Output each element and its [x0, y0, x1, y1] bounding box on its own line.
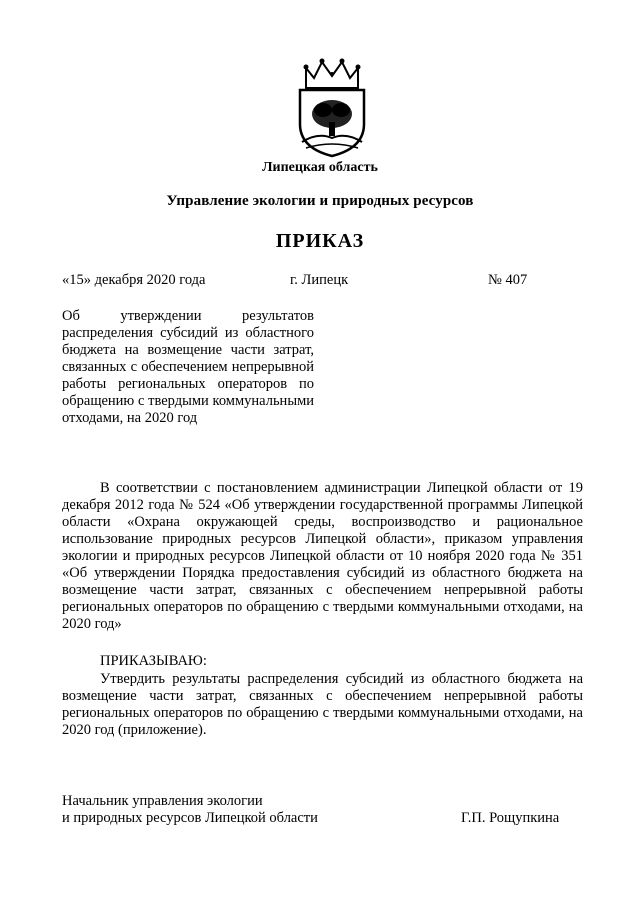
order-directive-word: ПРИКАЗЫВАЮ:	[100, 653, 207, 669]
coat-of-arms-icon	[292, 58, 372, 158]
document-type-title: ПРИКАЗ	[275, 230, 365, 252]
department-name: Управление экологии и природных ресурсов	[166, 193, 474, 209]
signatory-position-line1: Начальник управления экологии	[62, 793, 263, 809]
order-subject: Об утверждении результатов распределения субсидий из областного бюджета на возмещение части затрат, связанных с обеспечением непрерывной работы региональных операторов по обращению с твердыми коммунальными отходами, на 2020 год	[62, 308, 314, 426]
order-city: г. Липецк	[290, 272, 349, 288]
preamble-paragraph: В соответствии с постановлением администрации Липецкой области от 19 декабря 2012 года № 524 «Об утверждении государственной программы Липецкой области «Охрана окружающей среды, воспроизводство и рациональное использование природных ресурсов Липецкой области», приказом управления экологии и природных ресурсов Липецкой области от 10 ноября 2020 года № 351 «Об утверждении Порядка предоставления субсидий из областного бюджета на возмещение части затрат, связанных с обеспечением непрерывной работы региональных операторов по обращению с твердыми коммунальными отходами, на 2020 год»	[62, 480, 583, 632]
order-directive-text: Утвердить результаты распределения субсидий из областного бюджета на возмещение части затрат, связанных с обеспечением непрерывной работы региональных операторов по обращению с твердыми коммунальными отходами, на 2020 год (приложение).	[62, 671, 583, 738]
signatory-position-line2: и природных ресурсов Липецкой области	[62, 810, 318, 826]
region-name: Липецкая область	[262, 160, 378, 175]
order-date: «15» декабря 2020 года	[62, 272, 206, 288]
signatory-name: Г.П. Рощупкина	[461, 810, 560, 826]
signatory-position	[62, 793, 318, 827]
order-number: № 407	[488, 272, 528, 288]
